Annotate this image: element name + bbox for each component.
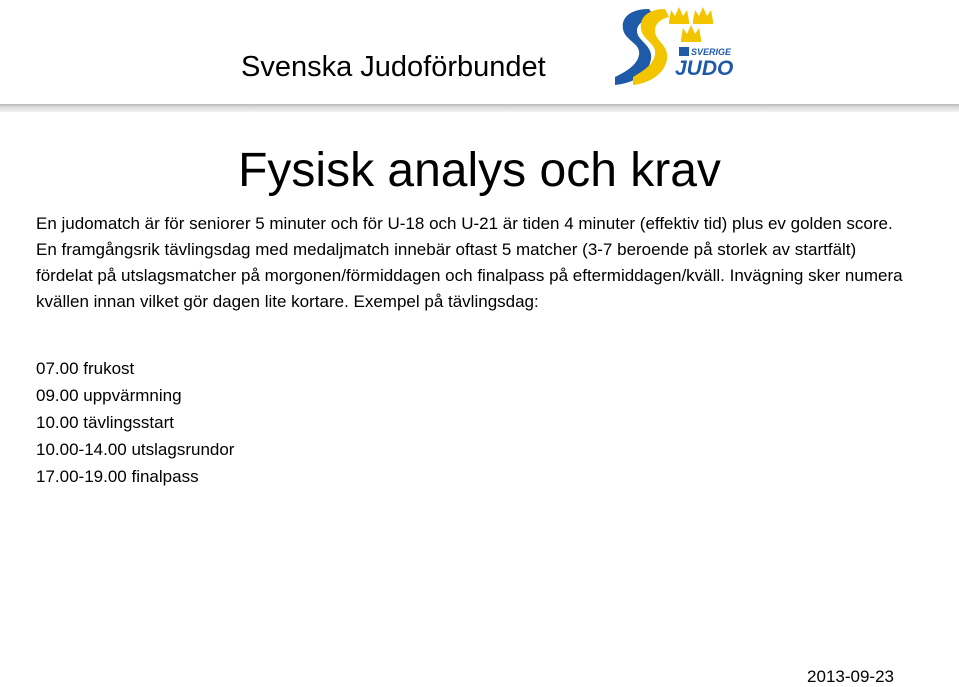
crown-icon (669, 7, 689, 24)
schedule-item: 10.00 tävlingsstart (36, 413, 174, 432)
schedule-item: 10.00-14.00 utslagsrundor (36, 440, 235, 459)
body-paragraph: En judomatch är för seniorer 5 minuter och för U-18 och U-21 är tiden 4 minuter (effektiv tid) plus ev golden score. En framgångsrik tävlingsdag med medaljmatch innebär oftast 5 matcher (3-7 beroende på storlek av startfält) fördelat på utslagsmatcher på morgonen/förmiddagen och finalpass på eftermiddagen/kväll. Invägning sker numera kvällen innan vilket gör dagen lite kortare. Exempel på tävlingsdag: (36, 214, 903, 311)
slide-title: Fysisk analys och krav (238, 144, 721, 197)
schedule-item: 09.00 uppvärmning (36, 386, 182, 405)
org-name: Svenska Judoförbundet (241, 51, 546, 83)
schedule-list (36, 355, 234, 490)
crown-icon (693, 7, 713, 24)
header-divider (0, 104, 959, 112)
footer-date: 2013-09-23 (807, 667, 894, 686)
logo-sverige-text: SVERIGE (691, 47, 732, 57)
schedule-item: 07.00 frukost (36, 359, 135, 378)
crown-icon (681, 25, 701, 42)
schedule-item: 17.00-19.00 finalpass (36, 467, 199, 486)
logo-judo-text: JUDO (675, 57, 734, 80)
sverige-judo-logo (609, 3, 739, 93)
